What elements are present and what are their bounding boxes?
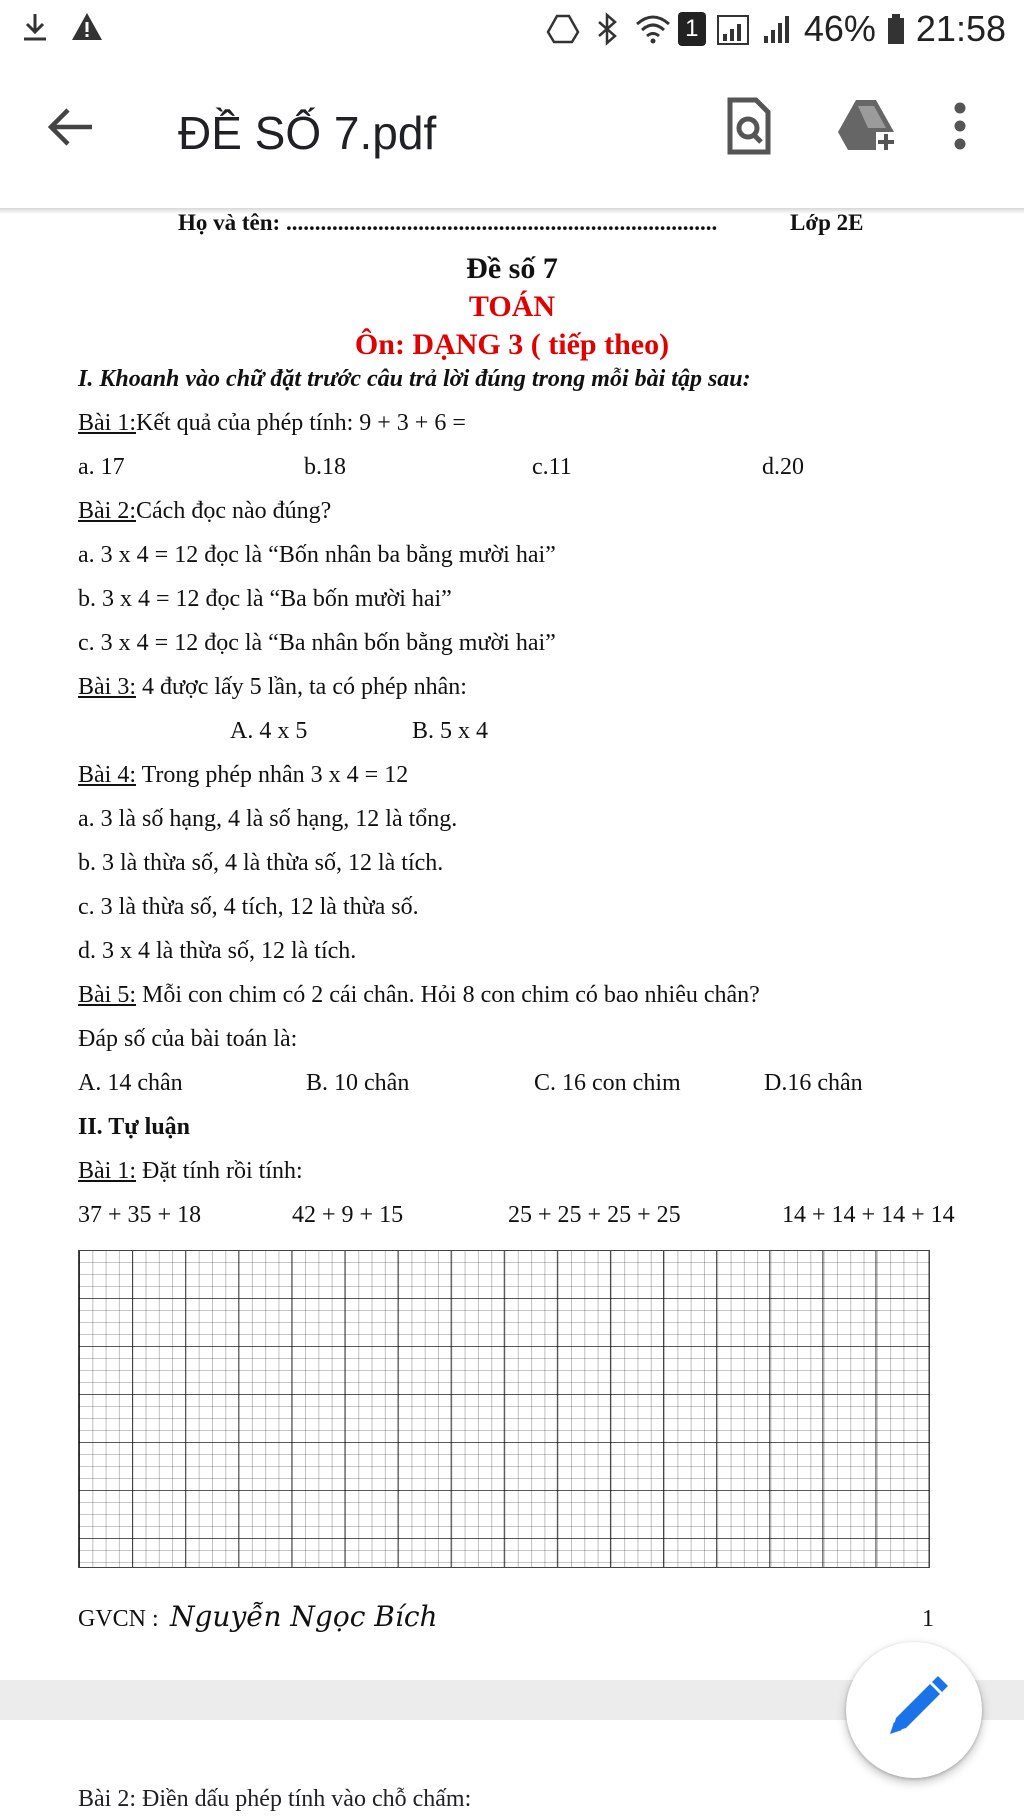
question-4 bbox=[78, 762, 408, 789]
warning-icon bbox=[70, 10, 104, 44]
option: c.11 bbox=[532, 454, 572, 480]
question-text: Cách đọc nào đúng? bbox=[136, 498, 332, 524]
option: A. 4 x 5 bbox=[230, 718, 308, 744]
question-label: Bài 3: bbox=[78, 674, 136, 700]
question-3 bbox=[78, 674, 467, 701]
question-label: Bài 4: bbox=[78, 762, 136, 788]
question-1 bbox=[78, 410, 466, 437]
pdf-page-1 bbox=[0, 210, 1024, 1674]
question-text: 4 được lấy 5 lần, ta có phép nhân: bbox=[136, 674, 467, 700]
page-2-first-line: Bài 2: Điền dấu phép tính vào chỗ chấm: bbox=[78, 1786, 472, 1812]
file-title: ĐỀ SỐ 7.pdf bbox=[178, 107, 437, 159]
question-label: Bài 2: bbox=[78, 498, 136, 524]
option: b. 3 là thừa số, 4 là thừa số, 12 là tích. bbox=[78, 850, 444, 876]
bluetooth-icon bbox=[590, 12, 624, 46]
class-label: Lớp 2E bbox=[790, 210, 864, 235]
back-arrow-icon[interactable] bbox=[44, 100, 98, 154]
question-text: Trong phép nhân 3 x 4 = 12 bbox=[136, 762, 409, 788]
status-bar bbox=[0, 0, 1024, 62]
find-in-page-icon[interactable] bbox=[716, 94, 780, 158]
drive-add-icon[interactable] bbox=[834, 94, 898, 158]
option: d. 3 x 4 là thừa số, 12 là tích. bbox=[78, 938, 357, 964]
page-number: 1 bbox=[922, 1606, 934, 1632]
edit-pencil-icon bbox=[846, 1642, 982, 1778]
drive-sync-icon bbox=[546, 12, 580, 46]
expression: 37 + 35 + 18 bbox=[78, 1202, 202, 1228]
expression: 42 + 9 + 15 bbox=[292, 1202, 404, 1228]
option: D.16 chân bbox=[764, 1070, 863, 1096]
wifi-icon bbox=[634, 12, 668, 46]
essay-1 bbox=[78, 1158, 303, 1185]
option: b. 3 x 4 = 12 đọc là “Ba bốn mười hai” bbox=[78, 586, 452, 612]
option: C. 16 con chim bbox=[534, 1070, 681, 1096]
question-label: Bài 1: bbox=[78, 410, 136, 436]
student-name-line: Họ và tên: ........................................................................... bbox=[178, 210, 718, 235]
option: c. 3 là thừa số, 4 tích, 12 là thừa số. bbox=[78, 894, 419, 920]
topic-title: Ôn: DẠNG 3 ( tiếp theo) bbox=[354, 328, 670, 361]
writing-grid bbox=[78, 1250, 930, 1568]
question-text: Mỗi con chim có 2 cái chân. Hỏi 8 con chim có bao nhiêu chân? bbox=[136, 982, 760, 1008]
section-1-heading: I. Khoanh vào chữ đặt trước câu trả lời đúng trong mỗi bài tập sau: bbox=[78, 366, 751, 392]
option: B. 10 chân bbox=[306, 1070, 410, 1096]
clock: 21:58 bbox=[915, 8, 1006, 49]
option: A. 14 chân bbox=[78, 1070, 183, 1096]
signal-icon bbox=[716, 12, 750, 46]
question-text: Đặt tính rồi tính: bbox=[136, 1158, 303, 1184]
expression: 14 + 14 + 14 + 14 bbox=[782, 1202, 955, 1228]
option: c. 3 x 4 = 12 đọc là “Ba nhân bốn bằng mười hai” bbox=[78, 630, 556, 656]
option: a. 3 là số hạng, 4 là số hạng, 12 là tổng. bbox=[78, 806, 458, 832]
question-5-sub: Đáp số của bài toán là: bbox=[78, 1026, 298, 1052]
exam-title: Đề số 7 bbox=[466, 252, 558, 285]
sim-icon: 1 bbox=[678, 12, 706, 46]
question-text: Kết quả của phép tính: 9 + 3 + 6 = bbox=[136, 410, 466, 436]
battery-icon bbox=[886, 12, 906, 46]
option: d.20 bbox=[762, 454, 804, 480]
footer-label: GVCN : bbox=[78, 1606, 159, 1632]
question-5 bbox=[78, 982, 760, 1009]
download-icon bbox=[18, 10, 52, 44]
option: B. 5 x 4 bbox=[412, 718, 489, 744]
teacher-signature: Nguyễn Ngọc Bích bbox=[170, 1600, 438, 1633]
question-label: Bài 1: bbox=[78, 1158, 136, 1184]
option: b.18 bbox=[304, 454, 346, 480]
section-2-heading: II. Tự luận bbox=[78, 1114, 191, 1140]
more-vert-icon[interactable] bbox=[940, 94, 980, 158]
subject-title: TOÁN bbox=[468, 290, 556, 323]
expression: 25 + 25 + 25 + 25 bbox=[508, 1202, 681, 1228]
question-label: Bài 5: bbox=[78, 982, 136, 1008]
signal-icon bbox=[760, 12, 794, 46]
option: a. 3 x 4 = 12 đọc là “Bốn nhân ba bằng mười hai” bbox=[78, 542, 556, 568]
edit-button[interactable] bbox=[846, 1642, 982, 1778]
question-2 bbox=[78, 498, 331, 525]
app-bar bbox=[0, 62, 1024, 210]
option: a. 17 bbox=[78, 454, 125, 480]
battery-percent: 46% bbox=[803, 8, 876, 49]
